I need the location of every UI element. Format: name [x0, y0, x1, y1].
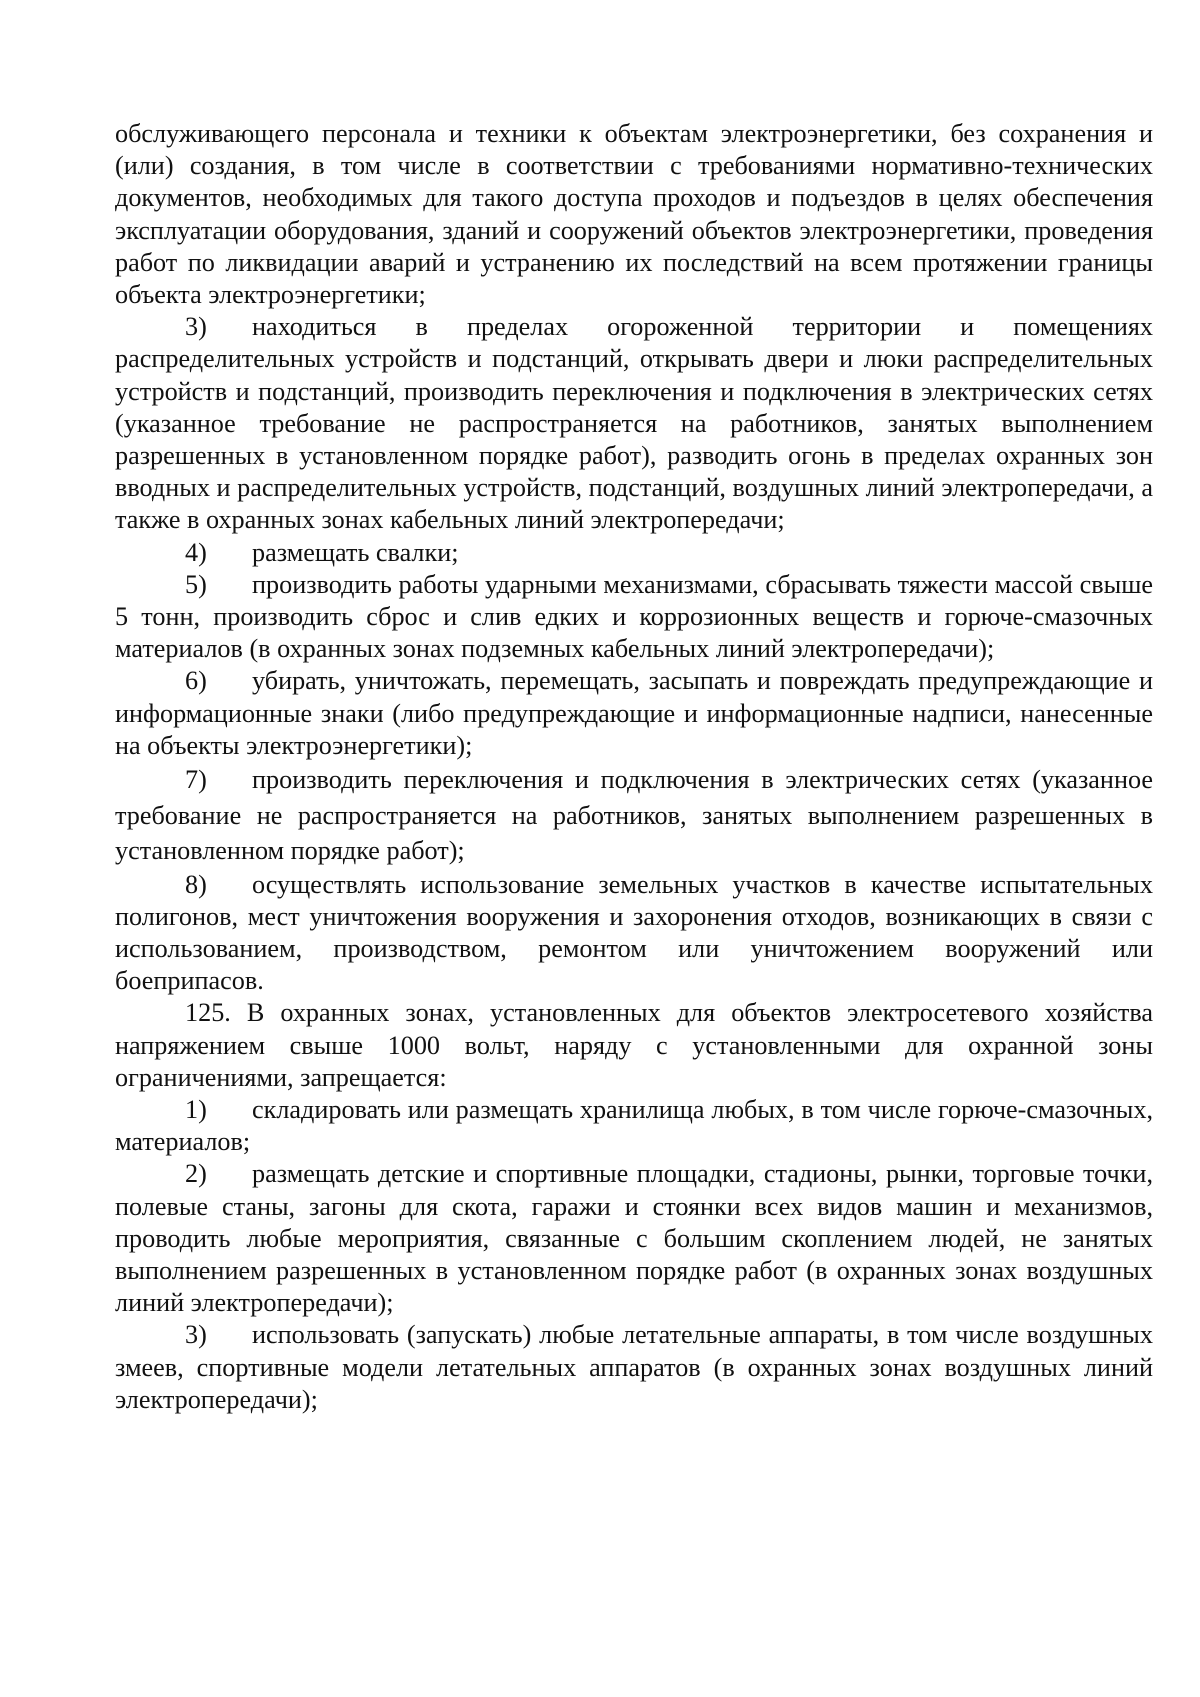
list-item-text: производить переключения и подключения в электрических сетях (указанное требование не распространяется на работников, занятых выполнением разрешенных в установленном порядке работ);: [115, 765, 1153, 866]
list-item-text: размещать свалки;: [252, 537, 459, 567]
list-item-number: 3): [185, 312, 207, 342]
document-page: [115, 118, 1153, 1416]
list-item-4: [115, 537, 1153, 569]
list-item-text: производить работы ударными механизмами, сбрасывать тяжести массой свыше 5 тонн, производить сброс и слив едких и коррозионных веществ и горюче-смазочных материалов (в охранных зонах подземных кабельных линий электропередачи);: [115, 569, 1153, 664]
list-item-2: [115, 1158, 1153, 1319]
paragraph-text: обслуживающего персонала и техники к объектам электроэнергетики, без сохранения и (или) создания, в том числе в соответствии с требованиями нормативно-технических документов, необходимых для такого доступа проходов и подъездов в целях обеспечения эксплуатации оборудования, зданий и сооружений объектов электроэнергетики, проведения работ по ликвидации аварий и устранению их последствий на всем протяжении границы объекта электроэнергетики;: [115, 119, 1153, 310]
list-item-text: складировать или размещать хранилища любых, в том числе горюче-смазочных, материалов;: [115, 1094, 1153, 1157]
list-item-text: размещать детские и спортивные площадки, стадионы, рынки, торговые точки, полевые станы, загоны для скота, гаражи и стоянки всех видов машин и механизмов, проводить любые мероприятия, связанные с большим скоплением людей, не занятых выполнением разрешенных в установленном порядке работ (в охранных зонах воздушных линий электропередачи);: [115, 1159, 1153, 1318]
list-item-number: 7): [185, 765, 207, 795]
paragraph-text: 125. В охранных зонах, установленных для объектов электросетевого хозяйства напряжением свыше 1000 вольт, наряду с установленными для охранной зоны ограничениями, запрещается:: [115, 998, 1153, 1092]
list-item-3: [115, 311, 1153, 536]
list-item-number: 6): [185, 666, 207, 696]
list-item-text: использовать (запускать) любые летательные аппараты, в том числе воздушных змеев, спортивные модели летательных аппаратов (в охранных зонах воздушных линий электропередачи);: [115, 1320, 1153, 1414]
list-item-text: находиться в пределах огороженной территории и помещениях распределительных устройств и подстанций, открывать двери и люки распределительных устройств и подстанций, производить переключения и подключения в электрических сетях (указанное требование не распространяется на работников, занятых выполнением разрешенных в установленном порядке работ), разводить огонь в пределах охранных зон вводных и распределительных устройств, подстанций, воздушных линий электропередачи, а также в охранных зонах кабельных линий электропередачи;: [115, 312, 1153, 535]
list-item-number: 4): [185, 537, 207, 567]
list-item-5: [115, 569, 1153, 666]
list-item-7: [115, 762, 1153, 869]
list-item-3-second: [115, 1319, 1153, 1416]
list-item-6: [115, 665, 1153, 762]
list-item-8: [115, 869, 1153, 998]
section-125-paragraph: [115, 997, 1153, 1094]
list-item-text: осуществлять использование земельных участков в качестве испытательных полигонов, мест уничтожения вооружения и захоронения отходов, возникающих в связи с использованием, производством, ремонтом или уничтожением вооружений или боеприпасов.: [115, 869, 1153, 996]
list-item-number: 5): [185, 569, 207, 599]
list-item-1: [115, 1094, 1153, 1158]
list-item-number: 1): [185, 1094, 207, 1124]
list-item-number: 2): [185, 1159, 207, 1189]
paragraph-continuation: [115, 118, 1153, 311]
list-item-number: 3): [185, 1320, 207, 1350]
list-item-number: 8): [185, 869, 207, 899]
list-item-text: убирать, уничтожать, перемещать, засыпать и повреждать предупреждающие и информационные знаки (либо предупреждающие и информационные надписи, нанесенные на объекты электроэнергетики);: [115, 666, 1153, 760]
